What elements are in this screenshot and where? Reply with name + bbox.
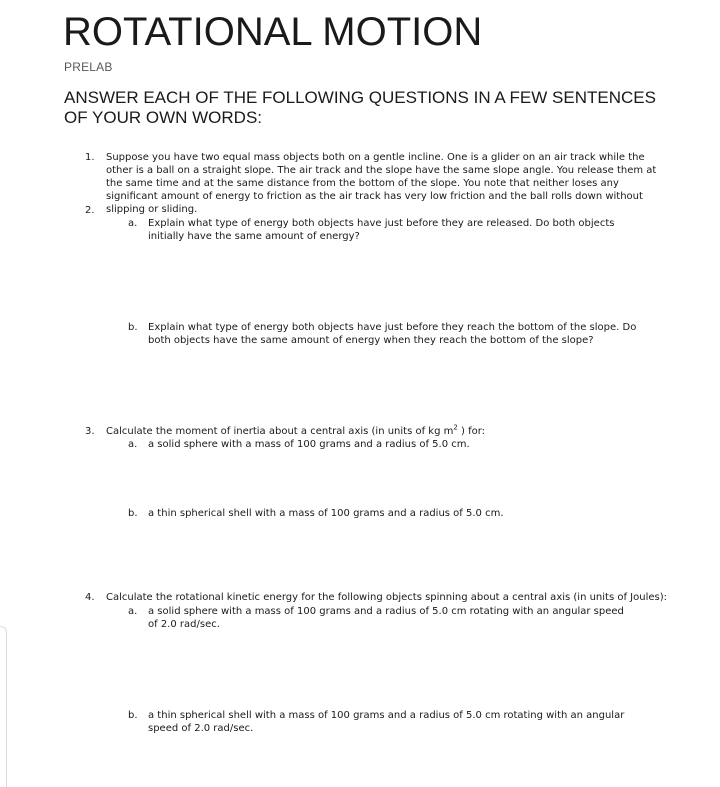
question-4b-letter: b.	[128, 710, 138, 721]
question-2a-text: Explain what type of energy both objects have just before they are released. Do both objects initially have the same amount of energy?	[148, 218, 615, 242]
question-1-text: Suppose you have two equal mass objects both on a gentle incline. One is a glider on an air track while the other is a ball on a straight slope. The air track and the slope have the same slope angle. You release them at the same time and at the same distance from the bottom of the slope. You note that neither loses any significant amount of energy to friction as the air track has very low friction and the ball rolls down without slipping or sliding.	[106, 152, 657, 215]
page-edge-decoration	[0, 626, 7, 787]
question-4a-letter: a.	[128, 606, 138, 617]
question-4a-text: a solid sphere with a mass of 100 grams and a radius of 5.0 cm rotating with an angular speed of 2.0 rad/sec.	[148, 606, 624, 630]
question-3b-letter: b.	[128, 508, 138, 519]
question-3-number: 3.	[85, 426, 95, 437]
question-3b-text: a thin spherical shell with a mass of 100 grams and a radius of 5.0 cm.	[148, 508, 504, 519]
question-4b-text: a thin spherical shell with a mass of 100 grams and a radius of 5.0 cm rotating with an angular speed of 2.0 rad/sec.	[148, 710, 625, 734]
page-subtitle: PRELAB	[64, 60, 113, 74]
question-2b-letter: b.	[128, 322, 138, 333]
question-3a-letter: a.	[128, 439, 138, 450]
question-3-text-main: Calculate the moment of inertia about a central axis (in units of kg m	[106, 426, 454, 437]
question-3-text	[106, 425, 658, 438]
question-4-text: Calculate the rotational kinetic energy for the following objects spinning about a central axis (in units of Joules):	[106, 592, 667, 603]
question-4-number: 4.	[85, 592, 95, 603]
question-3-superscript: 2	[453, 423, 458, 432]
question-3a-text: a solid sphere with a mass of 100 grams and a radius of 5.0 cm.	[148, 439, 470, 450]
question-3-text-end: ) for:	[457, 426, 486, 437]
instructions-heading: ANSWER EACH OF THE FOLLOWING QUESTIONS IN A FEW SENTENCES OF YOUR OWN WORDS:	[64, 88, 656, 127]
page-title: ROTATIONAL MOTION	[63, 10, 483, 54]
question-1-number: 1.	[85, 152, 95, 163]
question-2a-letter: a.	[128, 218, 138, 229]
question-2-number: 2.	[85, 205, 95, 216]
question-2b-text: Explain what type of energy both objects have just before they reach the bottom of the slope. Do both objects have the same amount of energy when they reach the bottom of the slope?	[148, 322, 637, 346]
